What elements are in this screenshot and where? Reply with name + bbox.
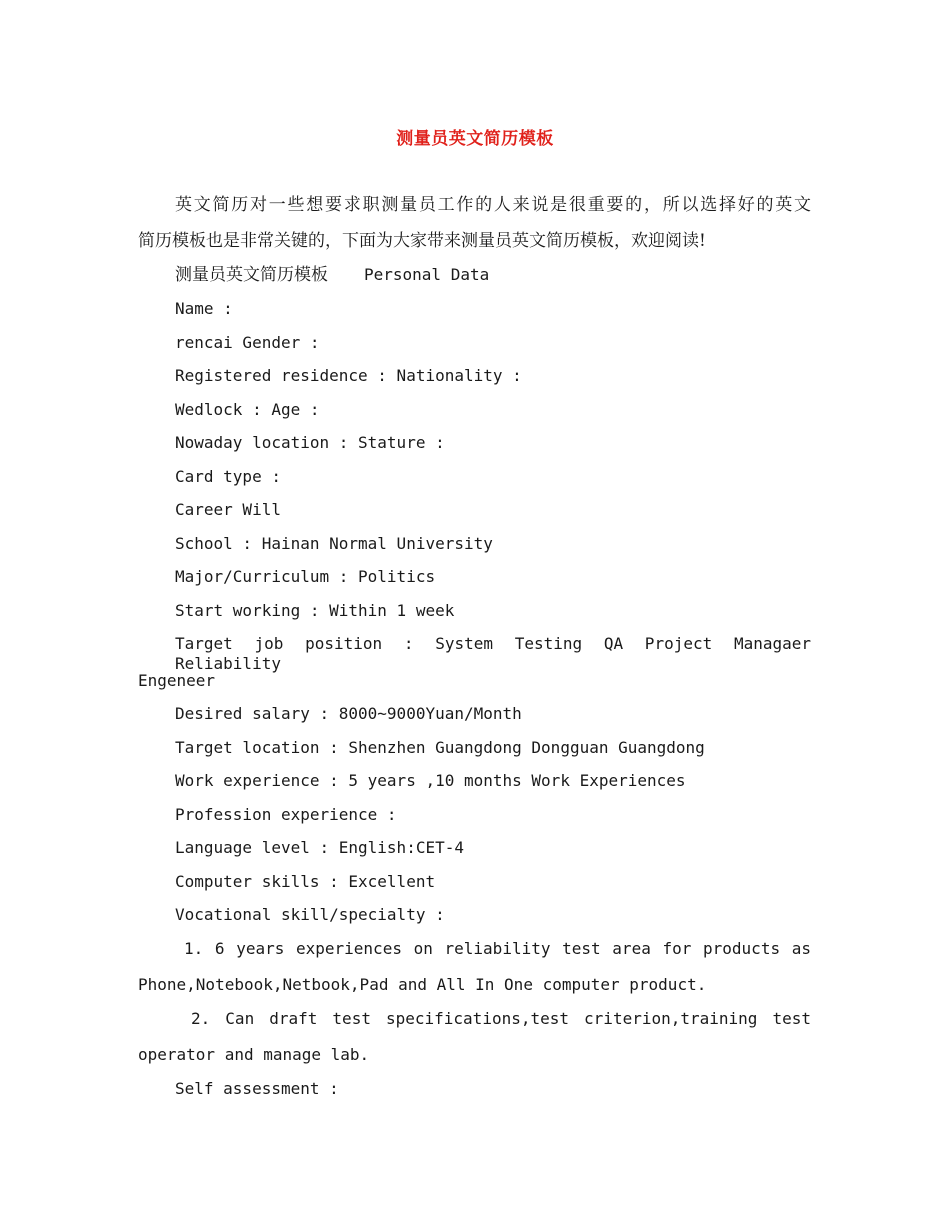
field-residence: Registered residence : Nationality :: [175, 366, 522, 385]
field-computer-skills: Computer skills : Excellent: [175, 872, 436, 891]
field-target-job-line-2: Engeneer: [138, 671, 216, 690]
field-major: Major/Curriculum : Politics: [175, 567, 436, 586]
intro-line-1: 英文简历对一些想要求职测量员工作的人来说是很重要的，所以选择好的英文: [175, 195, 811, 215]
field-vocational-skill: Vocational skill/specialty :: [175, 905, 445, 924]
document-title: 测量员英文简历模板: [396, 129, 554, 149]
field-wedlock: Wedlock : Age :: [175, 400, 320, 419]
heading-en: Personal Data: [364, 265, 490, 284]
field-name: Name :: [175, 299, 233, 318]
list-item-1-line-2: Phone,Notebook,Netbook,Pad and All In One computer product.: [138, 975, 707, 994]
field-location: Nowaday location : Stature :: [175, 433, 445, 452]
field-language-level: Language level : English:CET-4: [175, 838, 464, 857]
field-card-type: Card type :: [175, 467, 281, 486]
list-item-1-line-1: 1. 6 years experiences on reliability test area for products as: [184, 939, 811, 958]
section-heading: [175, 265, 489, 285]
field-target-location: Target location : Shenzhen Guangdong Dongguan Guangdong: [175, 738, 705, 757]
field-self-assessment: Self assessment :: [175, 1079, 339, 1098]
heading-cn: 测量员英文简历模板: [175, 265, 328, 285]
field-career-will: Career Will: [175, 500, 281, 519]
list-item-2-line-1: 2. Can draft test specifications,test criterion,training test: [191, 1009, 811, 1028]
field-gender: rencai Gender :: [175, 333, 320, 352]
field-work-experience: Work experience : 5 years ,10 months Work Experiences: [175, 771, 686, 790]
field-target-job-line-1: Target job position : System Testing QA Project Managaer Reliability: [175, 634, 811, 673]
field-start-working: Start working : Within 1 week: [175, 601, 455, 620]
list-item-2-line-2: operator and manage lab.: [138, 1045, 370, 1064]
field-desired-salary: Desired salary : 8000~9000Yuan/Month: [175, 704, 522, 723]
intro-line-2: 简历模板也是非常关键的，下面为大家带来测量员英文简历模板，欢迎阅读!: [138, 231, 706, 251]
field-profession-experience: Profession experience :: [175, 805, 397, 824]
field-school: School : Hainan Normal University: [175, 534, 493, 553]
